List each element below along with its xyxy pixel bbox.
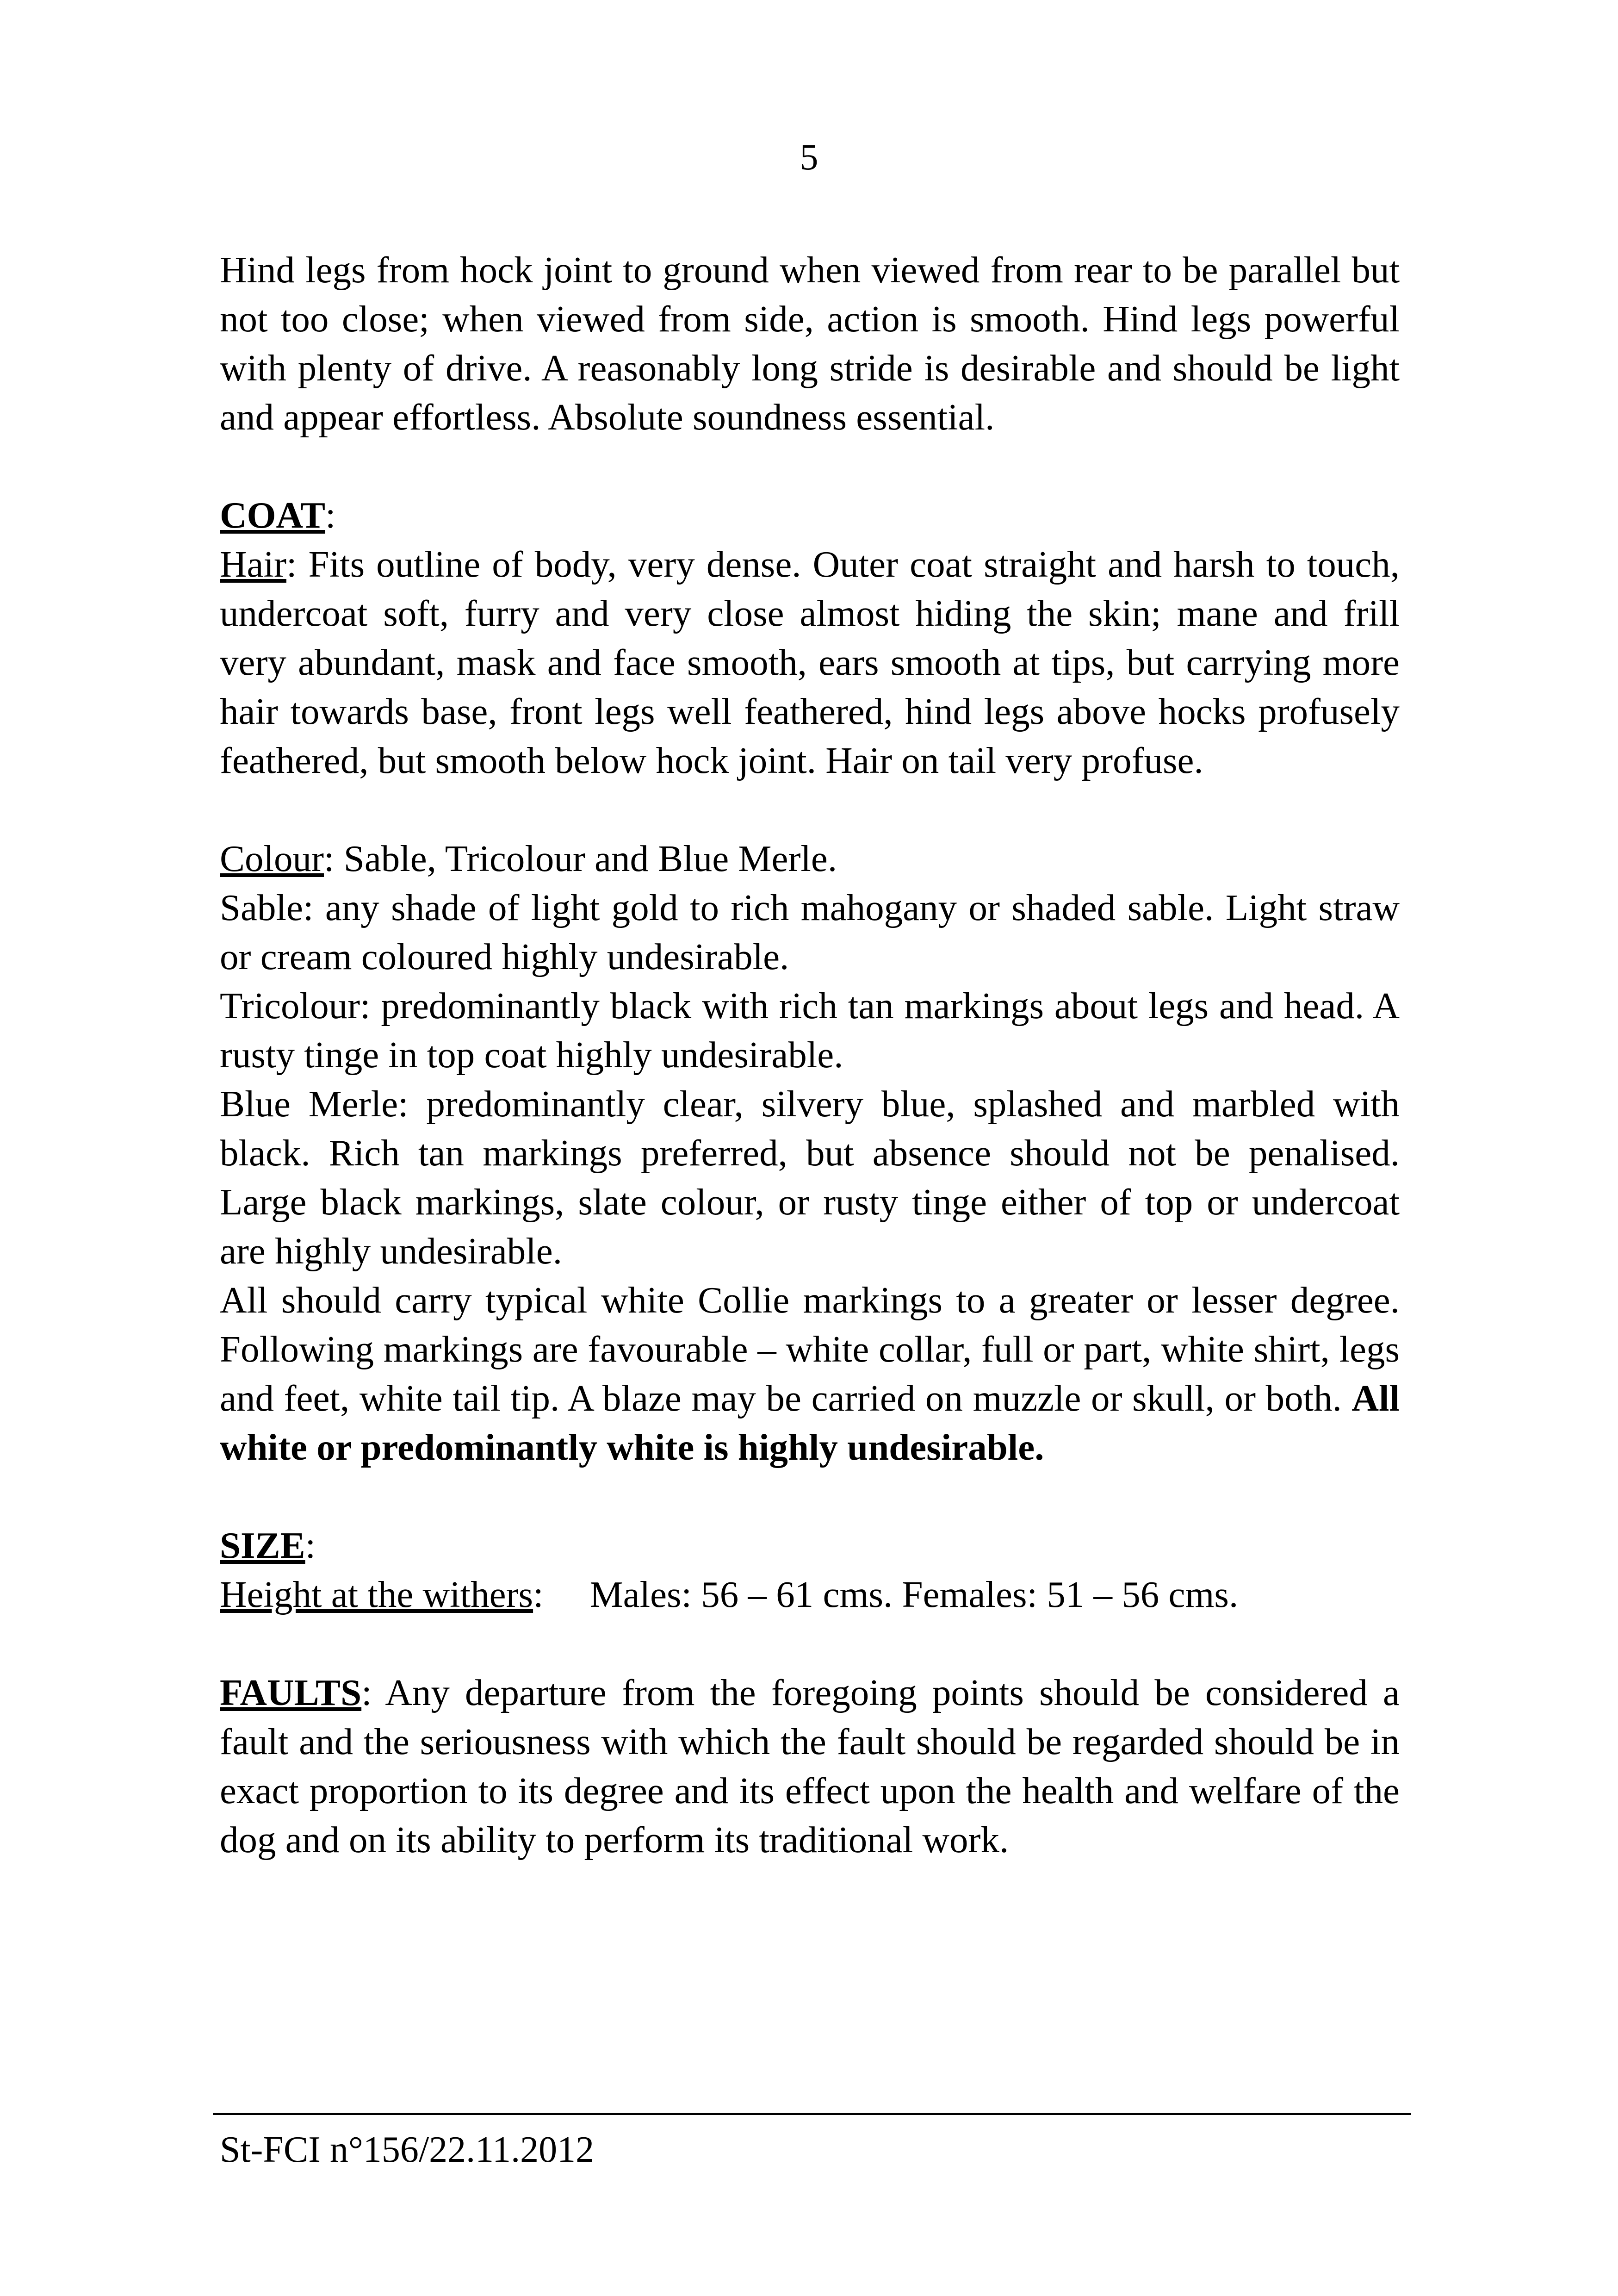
colour-text: : Sable, Tricolour and Blue Merle. xyxy=(324,838,837,879)
sable-paragraph: Sable: any shade of light gold to rich mahogany or shaded sable. Light straw or cream coloured highly undesirable. xyxy=(220,887,1400,977)
document-body xyxy=(220,245,1400,1864)
size-heading: SIZE xyxy=(220,1524,305,1566)
footer-reference: St-FCI n°156/22.11.2012 xyxy=(220,2129,595,2170)
colour-label: Colour xyxy=(220,838,324,879)
height-label: Height at the withers xyxy=(220,1574,533,1615)
coat-hair-paragraph xyxy=(220,540,1400,785)
paragraph-gap xyxy=(220,785,1400,834)
coat-heading: COAT xyxy=(220,494,326,536)
markings-bold-text: All white or predominantly white is highly undesirable. xyxy=(220,1377,1400,1468)
gait-paragraph: Hind legs from hock joint to ground when viewed from rear to be parallel but not too close; when viewed from side, action is smooth. Hind legs powerful with plenty of drive. A reasonably long stride is desirable and should be light and appear effortless. Absolute soundness essential. xyxy=(220,249,1400,438)
page-number: 5 xyxy=(800,137,818,178)
colour-paragraph xyxy=(220,834,1400,883)
paragraph-gap xyxy=(220,442,1400,491)
footer-divider xyxy=(213,2113,1411,2115)
faults-text: : Any departure from the foregoing points should be considered a fault and the seriousness with which the fault should be regarded should be in exact proportion to its degree and its effect upon the health and welfare of the dog and on its ability to perform its traditional work. xyxy=(220,1672,1400,1860)
tricolour-paragraph: Tricolour: predominantly black with rich tan markings about legs and head. A rusty tinge in top coat highly undesirable. xyxy=(220,985,1400,1076)
size-heading-colon: : xyxy=(305,1524,316,1566)
height-values: Males: 56 – 61 cms. Females: 51 – 56 cms. xyxy=(589,1574,1239,1615)
blue-merle-paragraph: Blue Merle: predominantly clear, silvery blue, splashed and marbled with black. Rich tan markings preferred, but absence should not be penalised. Large black markings, slate colour, or rusty tinge either of top or undercoat are highly undesirable. xyxy=(220,1083,1400,1272)
coat-heading-colon: : xyxy=(325,494,336,536)
paragraph-gap xyxy=(220,1472,1400,1521)
hair-label: Hair xyxy=(220,543,286,585)
paragraph-gap xyxy=(220,1619,1400,1668)
coat-heading-line xyxy=(220,491,1400,540)
faults-heading: FAULTS xyxy=(220,1672,362,1713)
hair-text: : Fits outline of body, very dense. Outer coat straight and harsh to touch, undercoat soft, furry and very close almost hiding the skin; mane and frill very abundant, mask and face smooth, ears smooth at tips, but carrying more hair towards base, front legs well feathered, hind legs above hocks profusely feathered, but smooth below hock joint. Hair on tail very profuse. xyxy=(220,543,1400,781)
markings-paragraph xyxy=(220,1276,1400,1472)
height-colon: : xyxy=(533,1574,544,1615)
height-line xyxy=(220,1570,1400,1619)
markings-text: All should carry typical white Collie markings to a greater or lesser degree. Following markings are favourable – white collar, full or part, white shirt, legs and feet, white tail tip. A blaze may be carried on muzzle or skull, or both. xyxy=(220,1279,1400,1419)
faults-paragraph xyxy=(220,1668,1400,1864)
size-heading-line xyxy=(220,1521,1400,1570)
